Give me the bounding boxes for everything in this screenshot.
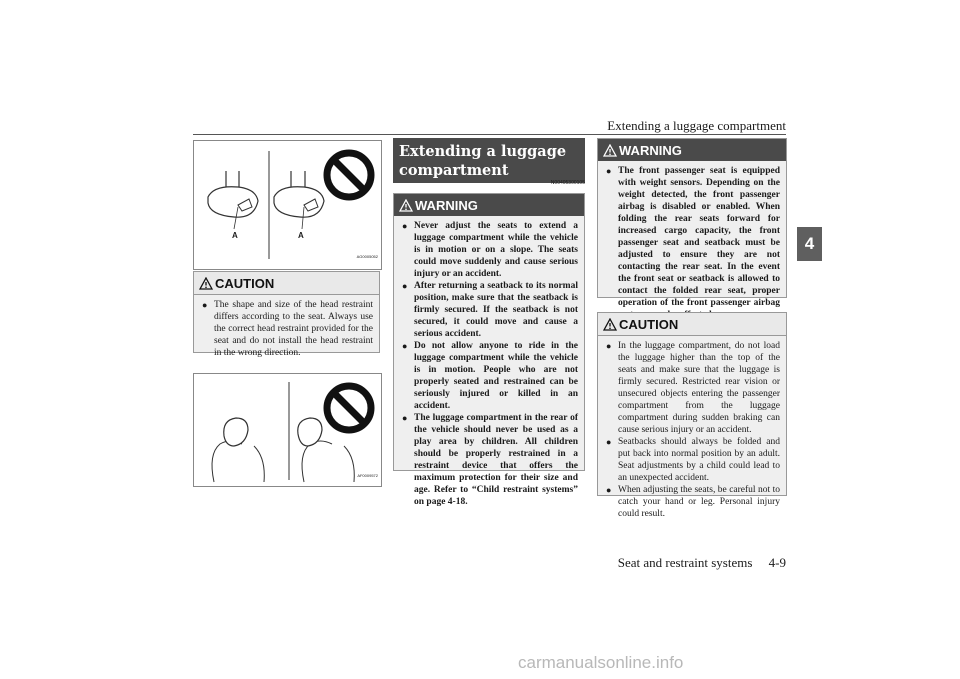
warning-heading: WARNING (394, 194, 584, 216)
page-footer (560, 555, 786, 571)
page-header-title: Extending a luggage compartment (607, 118, 786, 133)
figure-label-a-right: A (298, 231, 304, 240)
warning-item: ● The front passenger seat is equipped with weight sensors. Depending on the weight detected, the front passenger airbag is disabled or enabled. When folding the rear seats forward for increased cargo capacity, the front passenger seat and seatback must be adjusted to ensure they are not contacting the rear seat. In the event the front seat or seatback is allowed to contact the folded rear seat, proper operation of the front passenger airbag (606, 165, 780, 321)
watermark[interactable]: carmanualsonline.info (518, 653, 684, 672)
caution-item: ● The shape and size of the head restraint differs according to the seat. Always use the correct head restraint provided for the seat and do not install the head restraint in the wrong direction. (202, 299, 373, 359)
head-restraint-illustration (194, 374, 381, 486)
figure-label-a-left: A (232, 231, 238, 240)
warning-item: ● Do not allow anyone to ride in the luggage compartment while the vehicle is in motion. People who are not properly seated and restrained can be seriously injured or killed in an accident. (402, 340, 578, 412)
section-title: Extending a luggage compartment (393, 138, 585, 183)
header-rule (193, 134, 786, 135)
caution-box-head-restraint (193, 271, 380, 358)
caution-heading: CAUTION (194, 272, 379, 295)
chapter-tab: 4 (797, 227, 822, 261)
warning-item: ● The luggage compartment in the rear of the vehicle should never be used as a play area by children. All children should be properly restrained in a restraint device that offers the maximum protection for their size and age. Refer to “Child restraint systems” on page 4-18. (402, 412, 578, 508)
figure-head-restraint-stays (193, 140, 382, 270)
warning-triangle-icon (603, 144, 617, 157)
figure-code: AF0009572 (357, 473, 378, 478)
warning-triangle-icon (199, 277, 213, 290)
figure-head-restraint-shapes (193, 373, 382, 487)
section-code: N00405300105 (550, 180, 585, 186)
footer-page-number: 4-9 (768, 555, 786, 570)
warning-box-luggage (393, 193, 585, 507)
footer-section: Seat and restraint systems (617, 555, 753, 570)
figure-code: AG0005052 (356, 254, 378, 259)
warning-box-airbag (597, 138, 787, 308)
caution-item: ● In the luggage compartment, do not load the luggage higher than the top of the seats and make sure that the luggage is firmly secured. Restricted rear vision or unsecured objects entering the passenger compartment from the luggage compartment during sudden braking can cause serious injury or an accident. (606, 340, 780, 436)
warning-item: ● After returning a seatback to its normal position, make sure that the seatback is firmly secured. If the seatback is not secured, it could move and cause a serious accident. (402, 280, 578, 340)
head-restraint-stay-illustration (194, 141, 381, 269)
caution-heading: CAUTION (598, 313, 786, 336)
warning-triangle-icon (603, 318, 617, 331)
warning-heading: WARNING (598, 139, 786, 161)
warning-item: ● Never adjust the seats to extend a luggage compartment while the vehicle is in motion or on a slope. The seats could move suddenly and cause serious injury or an accident. (402, 220, 578, 280)
caution-item: ● Seatbacks should always be folded and put back into normal position by an adult. Seat adjustments by a child could lead to an unexpected accident. (606, 436, 780, 484)
caution-item: ● When adjusting the seats, be careful not to catch your hand or leg. Personal injury could result. (606, 484, 780, 520)
caution-box-luggage (597, 312, 787, 519)
warning-triangle-icon (399, 199, 413, 212)
